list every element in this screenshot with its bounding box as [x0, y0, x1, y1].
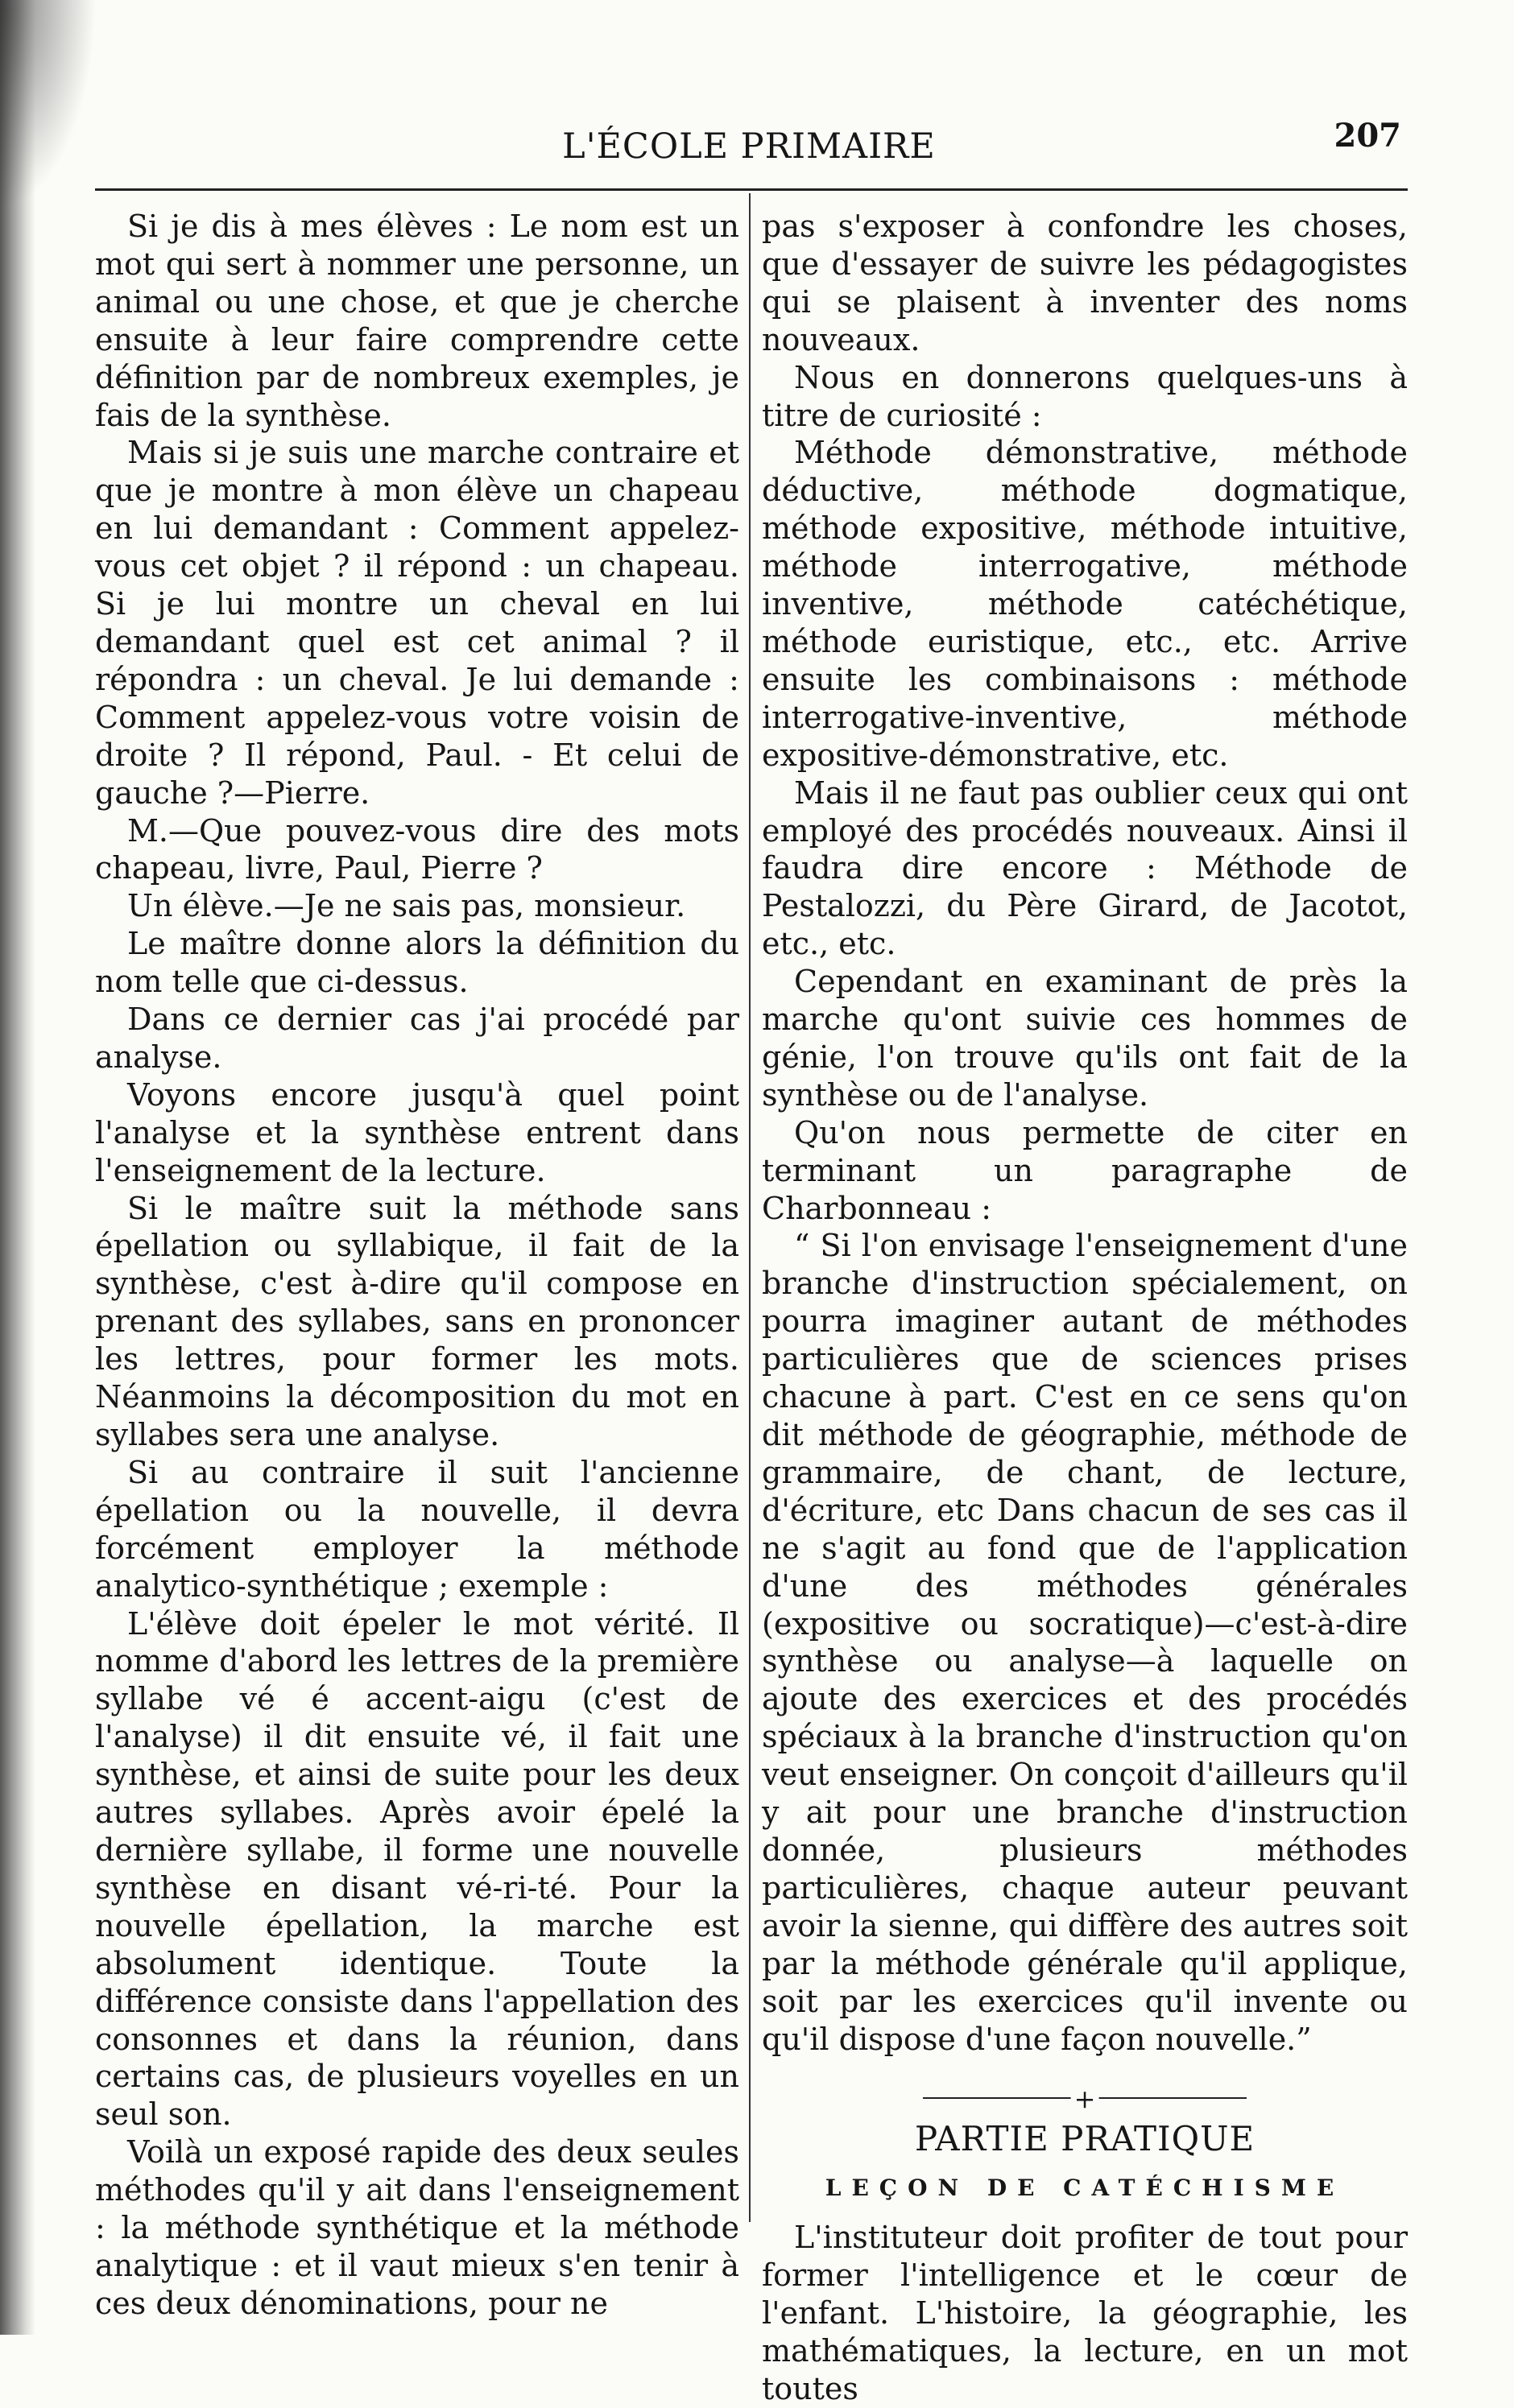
scan-shadow-edge: [0, 0, 35, 2335]
paragraph: Si au contraire il suit l'ancienne épellation ou la nouvelle, il devra forcément employer la méthode analytico-synthétique ; exemple :: [95, 1454, 739, 1604]
section-ornament: [762, 2084, 1408, 2115]
paragraph: M.—Que pouvez-vous dire des mots chapeau, livre, Paul, Pierre ?: [95, 812, 739, 886]
column-divider: [749, 193, 751, 2222]
paragraph: Le maître donne alors la définition du nom telle que ci-dessus.: [95, 926, 739, 1000]
subsection-title: LEÇON DE CATÉCHISME: [825, 2175, 1345, 2202]
section-title: PARTIE PRATIQUE: [914, 2119, 1255, 2159]
paragraph: L'instituteur doit profiter de tout pour former l'intelligence et le cœur de l'enfant. L'histoire, la géographie, les mathématiques, la lecture, en un mot toutes: [762, 2220, 1408, 2406]
page-number: 207: [1334, 117, 1401, 155]
paragraph: Voyons encore jusqu'à quel point l'analyse et la synthèse entrent dans l'enseignement de la lecture.: [95, 1076, 739, 1188]
right-column: [762, 208, 1408, 2408]
page-header: [97, 117, 1401, 173]
paragraph: Un élève.—Je ne sais pas, monsieur.: [127, 888, 686, 924]
left-column: [95, 208, 739, 2323]
paragraph: L'élève doit épeler le mot vérité. Il nomme d'abord les lettres de la première syllabe vé é accent-aigu (c'est de l'analyse) il dit ensuite vé, il fait une synthèse, et ainsi de suite pour les deux autres syllabes. Après avoir épelé la dernière syllabe, il forme une nouvelle synthèse en disant vé-ri-té. Pour la nouvelle épellation, la marche est absolument identique. Toute la différence consiste dans l'appellation des consonnes et dans la réunion, dans certains cas, de plusieurs voyelles en un seul son.: [95, 1605, 739, 2133]
running-title: L'ÉCOLE PRIMAIRE: [562, 126, 936, 167]
paragraph: Dans ce dernier cas j'ai procédé par analyse.: [95, 1002, 739, 1075]
paragraph: Si le maître suit la méthode sans épellation ou syllabique, il fait de la synthèse, c'est à-dire qu'il compose en prenant des syllabes, sans en prononcer les lettres, pour former les mots. Néanmoins la décomposition du mot en syllabes sera une analyse.: [95, 1190, 739, 1452]
scan-shadow-corner: [0, 0, 97, 209]
paragraph: Si je dis à mes élèves : Le nom est un mot qui sert à nommer une personne, un animal ou une chose, et que je cherche ensuite à leur faire comprendre cette définition par de nombreux exemples, je fais de la synthèse.: [95, 209, 739, 433]
paragraph: Nous en donnerons quelques-uns à titre de curiosité :: [762, 359, 1408, 433]
paragraph: Voilà un exposé rapide des deux seules méthodes qu'il y ait dans l'enseignement : la méthode synthétique et la méthode analytique : et il vaut mieux s'en tenir à ces deux dénominations, pour ne: [95, 2134, 739, 2321]
paragraph: Mais il ne faut pas oublier ceux qui ont employé des procédés nouveaux. Ainsi il faudra dire encore : Méthode de Pestalozzi, du Père Girard, de Jacotot, etc., etc.: [762, 774, 1408, 962]
paragraph: Qu'on nous permette de citer en terminant un paragraphe de Charbonneau :: [762, 1114, 1408, 1226]
cross-ornament: +: [1071, 2080, 1099, 2118]
paragraph: Cependant en examinant de près la marche qu'ont suivie ces hommes de génie, l'on trouve qu'ils ont fait de la synthèse ou de l'analyse.: [762, 964, 1408, 1113]
paragraph: Méthode démonstrative, méthode déductive, méthode dogmatique, méthode expositive, méthode intuitive, méthode interrogative, méthode inventive, méthode catéchétique, méthode euristique, etc., etc. Arrive ensuite les combinaisons : méthode interrogative-inventive, méthode expositive-démonstrative, etc.: [762, 435, 1408, 773]
header-rule: [95, 188, 1408, 191]
paragraph: pas s'exposer à confondre les choses, que d'essayer de suivre les pédagogistes qui se plaisent à inventer des noms nouveaux.: [762, 209, 1408, 357]
paragraph: Mais si je suis une marche contraire et que je montre à mon élève un chapeau en lui demandant : Comment appelez-vous cet objet ? il répond : un chapeau. Si je lui montre un cheval en lui demandant quel est cet animal ? il répondra : un cheval. Je lui demande : Comment appelez-vous votre voisin de droite ? Il répond, Paul. - Et celui de gauche ?—Pierre.: [95, 435, 739, 811]
quotation-paragraph: “ Si l'on envisage l'enseignement d'une branche d'instruction spécialement, on pourra imaginer autant de méthodes particulières que de sciences prises chacune à part. C'est en ce sens qu'on dit méthode de géographie, méthode de grammaire, de chant, de lecture, d'écriture, etc Dans chacun de ses cas il ne s'agit au fond que de l'application d'une des méthodes générales (expositive ou socratique)—c'est-à-dire synthèse ou analyse—à laquelle on ajoute des exercices et des procédés spéciaux à la branche d'instruction qu'on veut enseigner. On conçoit d'ailleurs qu'il y ait pour une branche d'instruction donnée, plusieurs méthodes particulières, chaque auteur peuvant avoir la sienne, qui diffère des autres soit par la méthode générale qu'il applique, soit par les exercices qu'il invente ou qu'il dispose d'une façon nouvelle.”: [762, 1228, 1408, 2057]
